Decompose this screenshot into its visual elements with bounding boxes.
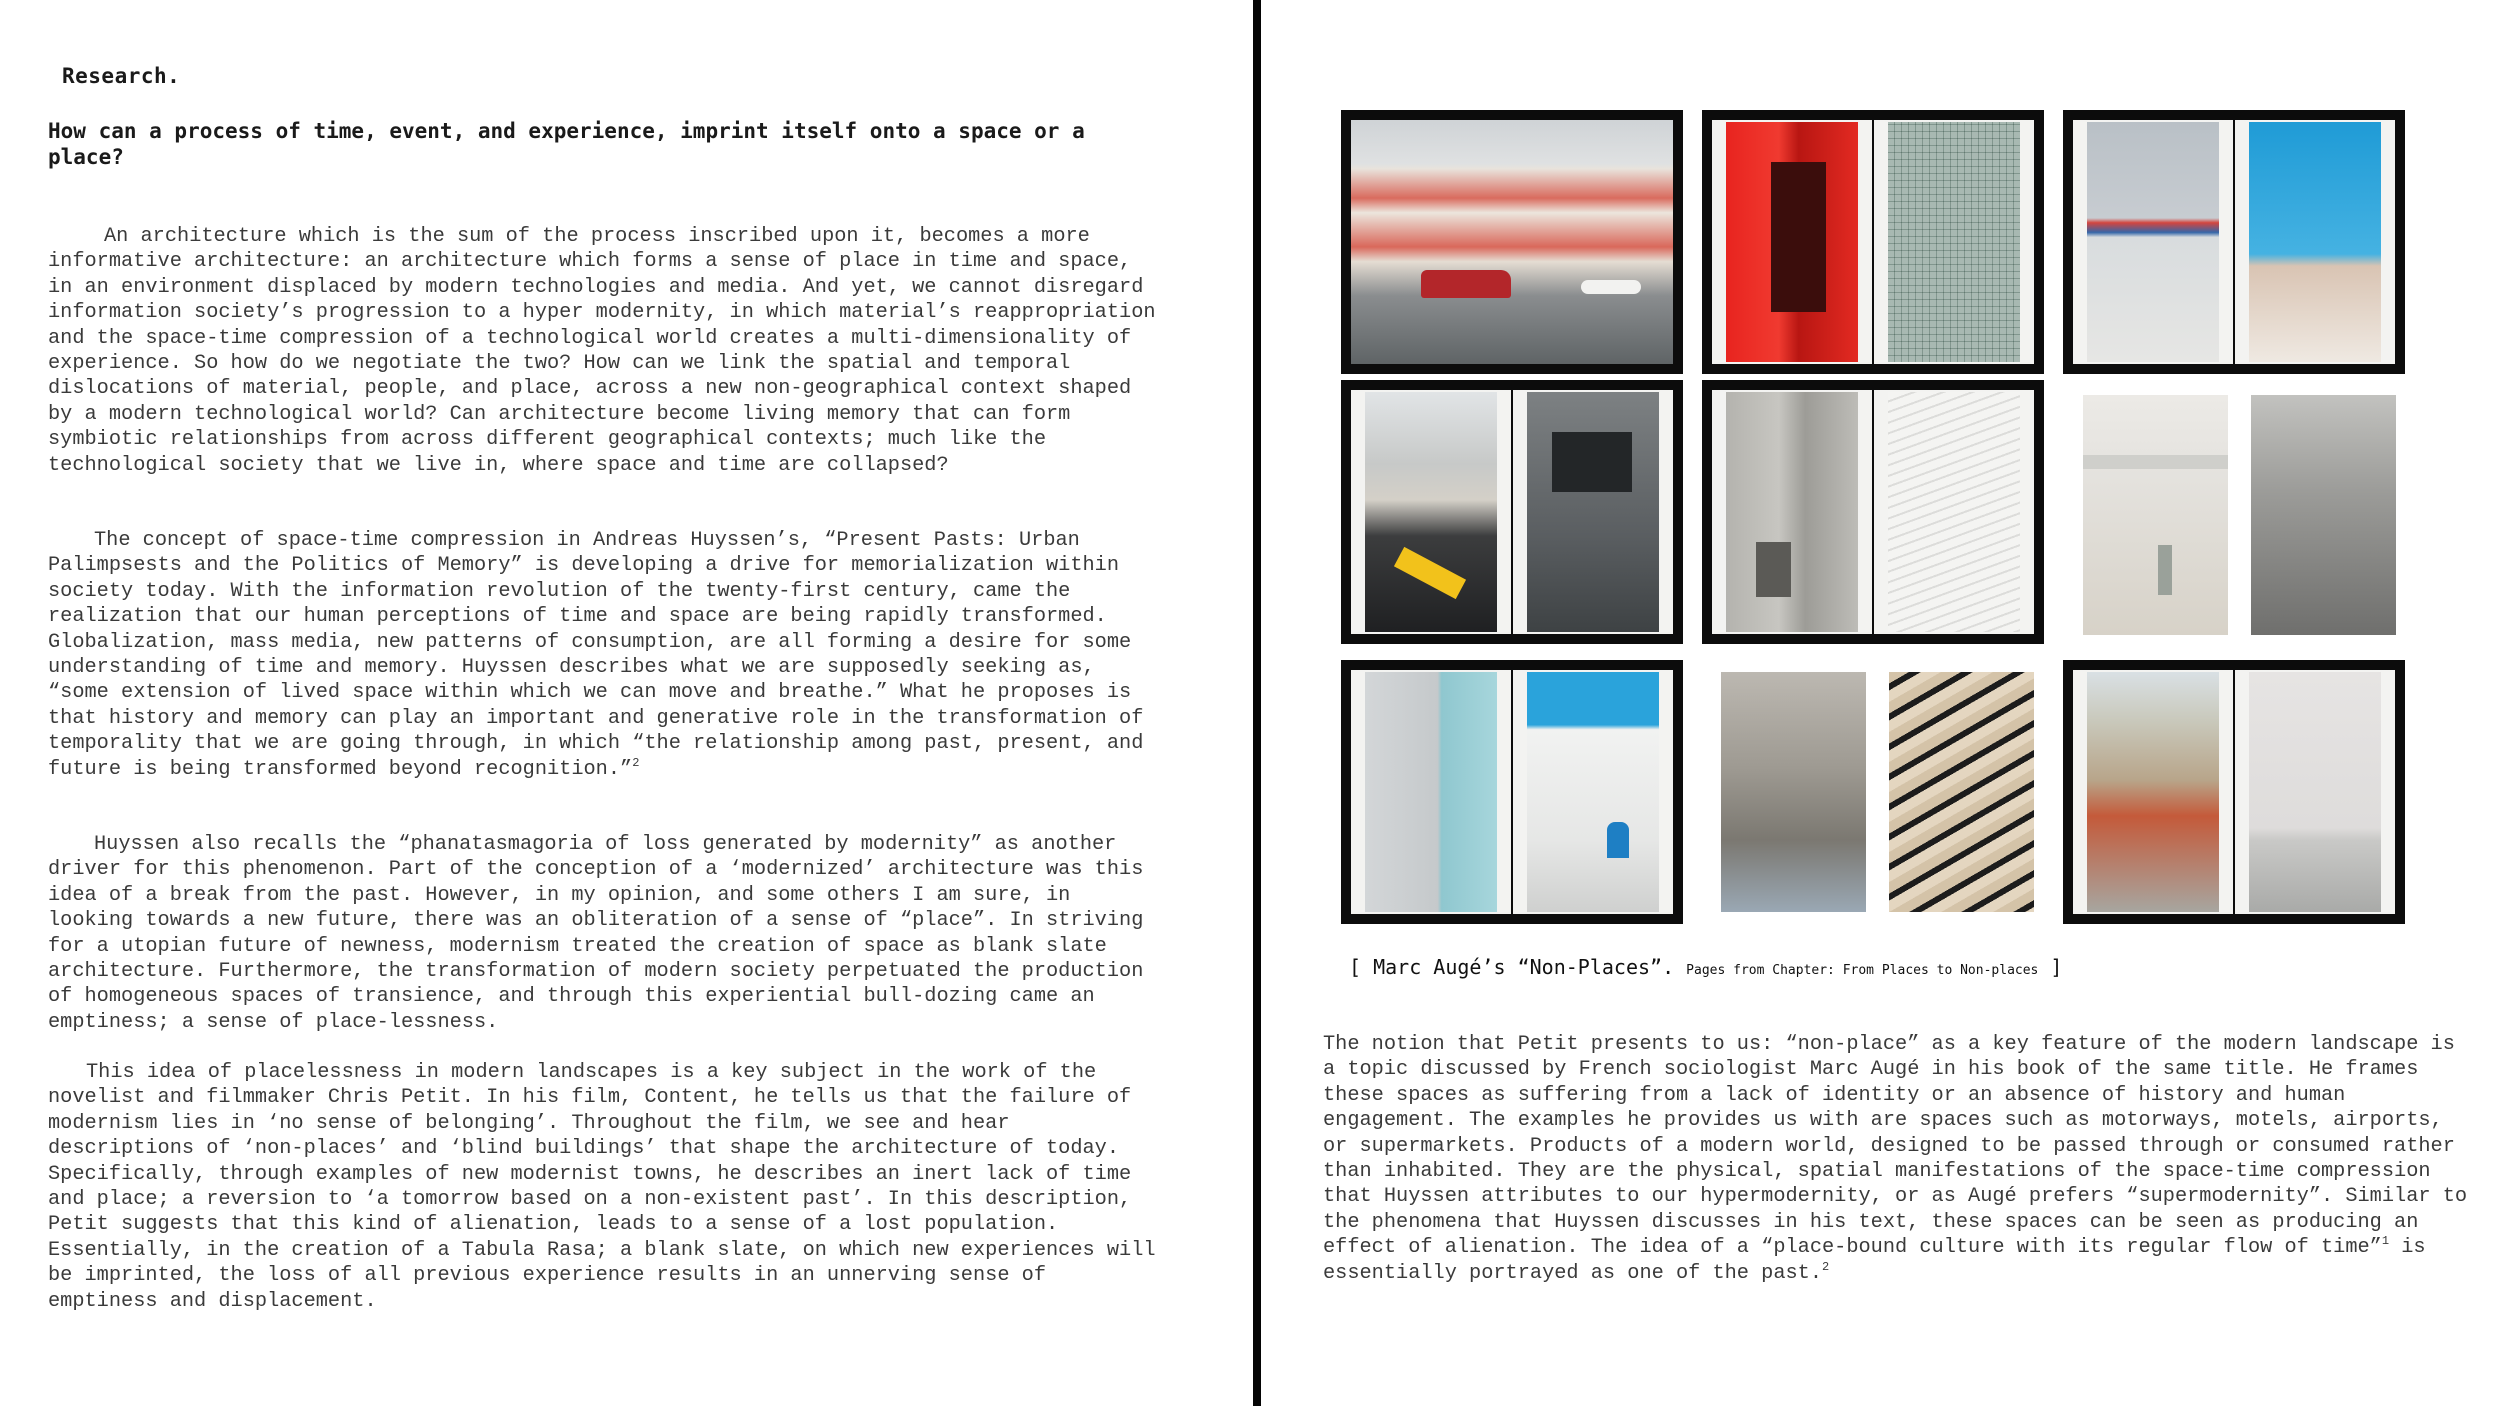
footnote-mark: 2: [632, 755, 640, 770]
right-paragraph: [1323, 1032, 2473, 1286]
caption-open: [: [1349, 955, 1374, 979]
cityscape-photo: [2087, 672, 2219, 912]
book-spread-glass: [1341, 660, 1683, 924]
paragraph-1: An architecture which is the sum of the process inscribed upon it, becomes a more informative architecture: an architecture which forms a sense of place in time and space, in an environment displaced by modern technologies and media. And yet, we cannot disregard information society’s progression to a hyper modernity, in which material’s reappropriation and the space-time compression of a technological world creates a multi-dimensionality of experience. So how do we negotiate the two? How can we link the spatial and temporal dislocations of material, people, and place, across a new non-geographical context shaped by a modern technological world? Can architecture become living memory that can form symbiotic relationships from across different geographical contexts; much like the technological society that we live in, where space and time are collapsed?: [48, 225, 1156, 477]
snow-patch: [1581, 280, 1641, 294]
glass-panel-photo: [1365, 672, 1497, 912]
page-left: [2073, 120, 2233, 364]
page-right: [2235, 670, 2395, 914]
overpass-photo: [1721, 672, 1866, 912]
footnote-mark-1: 1: [2381, 1234, 2390, 1249]
motel-photo: [1351, 120, 1673, 364]
concrete-column-photo: [1726, 392, 1858, 632]
book-spread-cityscape: [2063, 660, 2405, 924]
page-right: [2235, 120, 2395, 364]
pump: [2158, 545, 2172, 595]
page-right: [1874, 120, 2034, 364]
book-spread-parking: [2063, 110, 2405, 374]
canopy: [2083, 455, 2228, 469]
red-car-shape: [1421, 270, 1511, 298]
page-right: [1513, 670, 1673, 914]
white-tank-photo: [2249, 672, 2381, 912]
right-paragraph-text: The notion that Petit presents to us: “non-place” as a key feature of the modern landscape is a topic discussed by French sociologist Marc Augé in his book of the same title. He frames these spaces as suffering from a lack of identity or an absence of history and human engagement. The examples he provides us with are spaces such as motorways, motels, airports, or supermarkets. Products of a modern world, designed to be passed through or consumed rather than inhabited. They are the physical, spatial manifestations of the space-time compression that Huyssen attributes to our hypermodernity, or as Augé prefers “supermodernity”. Similar to the phenomena that Huyssen discusses in his text, these spaces can be seen as producing an effect of alienation. The idea of a “place-bound culture with its regular flow of time”: [1323, 1033, 2468, 1260]
page-gutter: [1253, 0, 1261, 1406]
parking-lot-photo: [2087, 122, 2219, 362]
page-right: [1874, 390, 2034, 634]
gas-station-photo: [2083, 395, 2228, 635]
yellow-curb: [1394, 547, 1466, 599]
right-paragraph-end: is essentially portrayed as one of the past.: [1323, 1236, 2426, 1285]
railway-station-photo: [2251, 395, 2396, 635]
page-left: [1712, 120, 1872, 364]
footnote-mark-2: 2: [1822, 1259, 1830, 1274]
caption-title: Marc Augé’s “Non-Places”.: [1373, 955, 1675, 979]
book-spread-red-doorway: [1702, 110, 2044, 374]
white-atrium-photo: [1888, 392, 2020, 632]
book-spread-curb: [1341, 380, 1683, 644]
page-left: [1351, 390, 1511, 634]
research-question: How can a process of time, event, and experience, imprint itself onto a space or a place?: [48, 119, 1085, 169]
page-right: [1513, 390, 1673, 634]
figure-caption: [1349, 955, 2062, 979]
section-heading: Research.: [62, 64, 181, 88]
dark-opening: [1552, 432, 1632, 492]
white-wall-photo: [1527, 672, 1659, 912]
right-page: [1261, 0, 2500, 1406]
book-spread-motel: [1341, 110, 1683, 374]
book-spread-column: [1702, 380, 2044, 644]
dark-door: [1756, 542, 1791, 597]
paragraph-2-text: The concept of space-time compression in Andreas Huyssen’s, “Present Pasts: Urban Palimpsests and the Politics of Memory” is developing a drive for memorialization within society today. With the information revolution of the twenty-first century, came the realization that our human perceptions of time and space are being rapidly transformed. Globalization, mass media, new patterns of consumption, are all forming a desire for some understanding of time and memory. Huyssen describes what we are supposedly seeking as, “some extension of lived space within which we can move and breathe.” What he proposes is that history and memory can play an important and generative role in the transformation of temporality that we are going through, in which “the relationship among past, present, and future is being transformed beyond recognition.”: [48, 529, 1144, 781]
page-left: [2073, 670, 2233, 914]
page-left: [1712, 390, 1872, 634]
caption-close: ]: [2038, 955, 2063, 979]
caption-subtitle: Pages from Chapter: From Places to Non-places: [1686, 963, 2039, 978]
red-doorway-photo: [1726, 122, 1858, 362]
highway-curb-photo: [1365, 392, 1497, 632]
garage-photo: [1527, 392, 1659, 632]
paragraph-4: This idea of placelessness in modern landscapes is a key subject in the work of the novelist and filmmaker Chris Petit. In his film, Content, he tells us that the failure of modernism lies in ‘no sense of belonging’. Throughout the film, we see and hear descriptions of ‘non-places’ and ‘blind buildings’ that shape the architecture of today. Specifically, through examples of new modernist towns, he describes an inert lack of time and place; a reversion to ‘a tomorrow based on a non-existent past’. In this description, Petit suggests that this kind of alienation, leads to a sense of a lost population. Essentially, in the creation of a Tabula Rasa; a blank slate, on which new experiences will be imprinted, the loss of all previous experience results in an unnerving sense of emptiness and displacement.: [48, 1061, 1156, 1313]
street-lamp-photo: [2249, 122, 2381, 362]
page-left: [1351, 670, 1511, 914]
blue-post: [1607, 822, 1629, 858]
tiled-column-photo: [1888, 122, 2020, 362]
paragraph-2: [48, 528, 1158, 782]
paragraph-3: Huyssen also recalls the “phanatasmagoria of loss generated by modernity” as another driver for this phenomenon. Part of the conception of a ‘modernized’ architecture was this idea of a break from the past. However, in my opinion, and some others I am sure, in looking towards a new future, there was an obliteration of a sense of “place”. In striving for a utopian future of newness, modernism treated the creation of space as blank slate architecture. Furthermore, the transformation of modern society perpetuated the production of homogeneous spaces of transience, and through this experiential bull-dozing came an emptiness; a sense of place-lessness.: [48, 833, 1144, 1034]
desert-landscape-photo: [1889, 672, 2034, 912]
dark-doorway: [1771, 162, 1826, 312]
